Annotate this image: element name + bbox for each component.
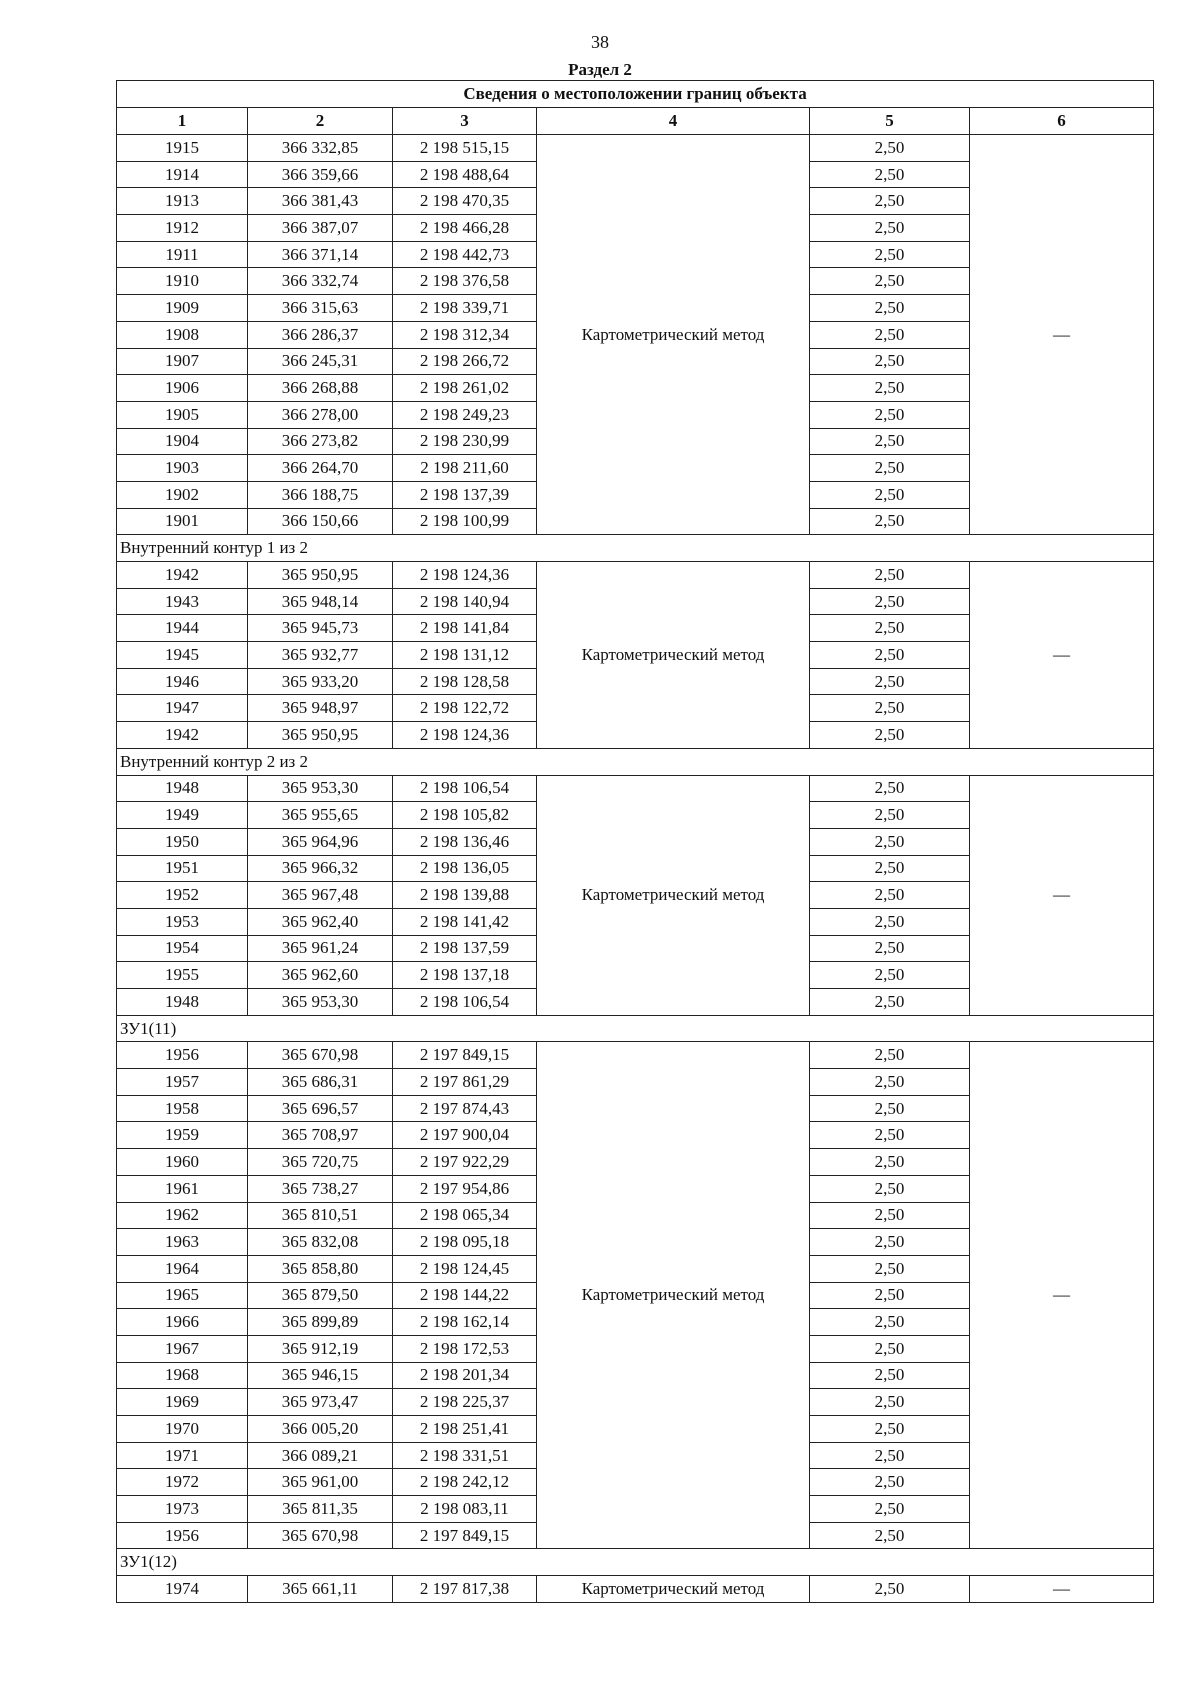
group-label: Внутренний контур 2 из 2 — [117, 748, 1154, 775]
group-label: Внутренний контур 1 из 2 — [117, 535, 1154, 562]
x-coordinate-cell: 365 708,97 — [248, 1122, 393, 1149]
point-number-cell: 1950 — [117, 828, 248, 855]
y-coordinate-cell: 2 198 100,99 — [393, 508, 537, 535]
column-header: 1 — [117, 108, 248, 135]
point-number-cell: 1942 — [117, 562, 248, 589]
y-coordinate-cell: 2 198 225,37 — [393, 1389, 537, 1416]
point-number-cell: 1911 — [117, 241, 248, 268]
accuracy-cell: 2,50 — [810, 989, 970, 1016]
x-coordinate-cell: 365 953,30 — [248, 989, 393, 1016]
x-coordinate-cell: 366 188,75 — [248, 481, 393, 508]
x-coordinate-cell: 365 953,30 — [248, 775, 393, 802]
accuracy-cell: 2,50 — [810, 428, 970, 455]
y-coordinate-cell: 2 198 515,15 — [393, 135, 537, 162]
section-title: Раздел 2 — [568, 60, 632, 79]
y-coordinate-cell: 2 198 124,36 — [393, 562, 537, 589]
point-number-cell: 1954 — [117, 935, 248, 962]
x-coordinate-cell: 365 964,96 — [248, 828, 393, 855]
accuracy-cell: 2,50 — [810, 455, 970, 482]
group-label-row — [117, 1015, 1154, 1042]
x-coordinate-cell: 365 973,47 — [248, 1389, 393, 1416]
table-row — [117, 562, 1154, 589]
y-coordinate-cell: 2 198 339,71 — [393, 295, 537, 322]
x-coordinate-cell: 366 387,07 — [248, 215, 393, 242]
table-row — [117, 1576, 1154, 1603]
column-header: 2 — [248, 108, 393, 135]
x-coordinate-cell: 365 720,75 — [248, 1149, 393, 1176]
y-coordinate-cell: 2 197 849,15 — [393, 1042, 537, 1069]
point-number-cell: 1908 — [117, 321, 248, 348]
x-coordinate-cell: 365 661,11 — [248, 1576, 393, 1603]
point-number-cell: 1913 — [117, 188, 248, 215]
y-coordinate-cell: 2 198 141,84 — [393, 615, 537, 642]
y-coordinate-cell: 2 198 242,12 — [393, 1469, 537, 1496]
x-coordinate-cell: 366 332,85 — [248, 135, 393, 162]
point-number-cell: 1968 — [117, 1362, 248, 1389]
point-number-cell: 1901 — [117, 508, 248, 535]
x-coordinate-cell: 365 670,98 — [248, 1042, 393, 1069]
y-coordinate-cell: 2 198 137,59 — [393, 935, 537, 962]
accuracy-cell: 2,50 — [810, 1469, 970, 1496]
boundary-table — [116, 80, 1154, 1603]
accuracy-cell: 2,50 — [810, 375, 970, 402]
accuracy-cell: 2,50 — [810, 642, 970, 669]
accuracy-cell: 2,50 — [810, 1042, 970, 1069]
y-coordinate-cell: 2 198 172,53 — [393, 1335, 537, 1362]
point-number-cell: 1969 — [117, 1389, 248, 1416]
accuracy-cell: 2,50 — [810, 1576, 970, 1603]
accuracy-cell: 2,50 — [810, 161, 970, 188]
accuracy-cell: 2,50 — [810, 295, 970, 322]
accuracy-cell: 2,50 — [810, 1149, 970, 1176]
y-coordinate-cell: 2 198 144,22 — [393, 1282, 537, 1309]
y-coordinate-cell: 2 197 874,43 — [393, 1095, 537, 1122]
accuracy-cell: 2,50 — [810, 188, 970, 215]
accuracy-cell: 2,50 — [810, 1122, 970, 1149]
point-number-cell: 1948 — [117, 775, 248, 802]
point-number-cell: 1963 — [117, 1229, 248, 1256]
accuracy-cell: 2,50 — [810, 615, 970, 642]
x-coordinate-cell: 365 962,40 — [248, 908, 393, 935]
x-coordinate-cell: 366 359,66 — [248, 161, 393, 188]
y-coordinate-cell: 2 198 442,73 — [393, 241, 537, 268]
point-number-cell: 1910 — [117, 268, 248, 295]
group-label-row — [117, 748, 1154, 775]
x-coordinate-cell: 365 858,80 — [248, 1255, 393, 1282]
x-coordinate-cell: 365 955,65 — [248, 802, 393, 829]
y-coordinate-cell: 2 198 139,88 — [393, 882, 537, 909]
point-number-cell: 1960 — [117, 1149, 248, 1176]
y-coordinate-cell: 2 198 095,18 — [393, 1229, 537, 1256]
y-coordinate-cell: 2 198 122,72 — [393, 695, 537, 722]
x-coordinate-cell: 365 696,57 — [248, 1095, 393, 1122]
point-number-cell: 1967 — [117, 1335, 248, 1362]
accuracy-cell: 2,50 — [810, 1522, 970, 1549]
point-number-cell: 1951 — [117, 855, 248, 882]
column-header: 4 — [537, 108, 810, 135]
point-number-cell: 1966 — [117, 1309, 248, 1336]
page-number: 38 — [591, 32, 609, 52]
accuracy-cell: 2,50 — [810, 135, 970, 162]
accuracy-cell: 2,50 — [810, 962, 970, 989]
point-number-cell: 1962 — [117, 1202, 248, 1229]
point-number-cell: 1949 — [117, 802, 248, 829]
point-number-cell: 1972 — [117, 1469, 248, 1496]
x-coordinate-cell: 365 948,14 — [248, 588, 393, 615]
point-number-cell: 1956 — [117, 1522, 248, 1549]
accuracy-cell: 2,50 — [810, 695, 970, 722]
column-header: 6 — [970, 108, 1154, 135]
point-number-cell: 1958 — [117, 1095, 248, 1122]
column6-cell: — — [970, 562, 1154, 749]
column-header-row — [117, 108, 1154, 135]
y-coordinate-cell: 2 198 136,05 — [393, 855, 537, 882]
accuracy-cell: 2,50 — [810, 722, 970, 749]
group-label-row — [117, 1549, 1154, 1576]
y-coordinate-cell: 2 197 900,04 — [393, 1122, 537, 1149]
y-coordinate-cell: 2 198 488,64 — [393, 161, 537, 188]
point-number-cell: 1914 — [117, 161, 248, 188]
point-number-cell: 1955 — [117, 962, 248, 989]
point-number-cell: 1915 — [117, 135, 248, 162]
x-coordinate-cell: 366 278,00 — [248, 401, 393, 428]
y-coordinate-cell: 2 198 141,42 — [393, 908, 537, 935]
x-coordinate-cell: 365 738,27 — [248, 1175, 393, 1202]
y-coordinate-cell: 2 198 083,11 — [393, 1496, 537, 1523]
accuracy-cell: 2,50 — [810, 1389, 970, 1416]
x-coordinate-cell: 365 962,60 — [248, 962, 393, 989]
y-coordinate-cell: 2 198 162,14 — [393, 1309, 537, 1336]
point-number-cell: 1902 — [117, 481, 248, 508]
y-coordinate-cell: 2 198 466,28 — [393, 215, 537, 242]
column-header: 5 — [810, 108, 970, 135]
x-coordinate-cell: 365 686,31 — [248, 1069, 393, 1096]
y-coordinate-cell: 2 198 065,34 — [393, 1202, 537, 1229]
column6-cell: — — [970, 1576, 1154, 1603]
x-coordinate-cell: 366 381,43 — [248, 188, 393, 215]
y-coordinate-cell: 2 198 211,60 — [393, 455, 537, 482]
x-coordinate-cell: 365 811,35 — [248, 1496, 393, 1523]
x-coordinate-cell: 365 670,98 — [248, 1522, 393, 1549]
x-coordinate-cell: 366 273,82 — [248, 428, 393, 455]
point-number-cell: 1906 — [117, 375, 248, 402]
accuracy-cell: 2,50 — [810, 348, 970, 375]
group-label: ЗУ1(11) — [117, 1015, 1154, 1042]
accuracy-cell: 2,50 — [810, 855, 970, 882]
point-number-cell: 1965 — [117, 1282, 248, 1309]
point-number-cell: 1909 — [117, 295, 248, 322]
x-coordinate-cell: 366 371,14 — [248, 241, 393, 268]
accuracy-cell: 2,50 — [810, 1095, 970, 1122]
method-cell: Картометрический метод — [537, 775, 810, 1015]
x-coordinate-cell: 365 950,95 — [248, 562, 393, 589]
accuracy-cell: 2,50 — [810, 1335, 970, 1362]
accuracy-cell: 2,50 — [810, 908, 970, 935]
group-label: ЗУ1(12) — [117, 1549, 1154, 1576]
point-number-cell: 1945 — [117, 642, 248, 669]
accuracy-cell: 2,50 — [810, 268, 970, 295]
y-coordinate-cell: 2 198 106,54 — [393, 989, 537, 1016]
x-coordinate-cell: 365 879,50 — [248, 1282, 393, 1309]
point-number-cell: 1970 — [117, 1416, 248, 1443]
table-row — [117, 775, 1154, 802]
y-coordinate-cell: 2 198 137,39 — [393, 481, 537, 508]
x-coordinate-cell: 365 932,77 — [248, 642, 393, 669]
x-coordinate-cell: 365 945,73 — [248, 615, 393, 642]
point-number-cell: 1956 — [117, 1042, 248, 1069]
accuracy-cell: 2,50 — [810, 241, 970, 268]
x-coordinate-cell: 366 268,88 — [248, 375, 393, 402]
y-coordinate-cell: 2 198 124,36 — [393, 722, 537, 749]
accuracy-cell: 2,50 — [810, 1416, 970, 1443]
point-number-cell: 1964 — [117, 1255, 248, 1282]
accuracy-cell: 2,50 — [810, 1202, 970, 1229]
accuracy-cell: 2,50 — [810, 1362, 970, 1389]
x-coordinate-cell: 365 946,15 — [248, 1362, 393, 1389]
x-coordinate-cell: 365 967,48 — [248, 882, 393, 909]
accuracy-cell: 2,50 — [810, 775, 970, 802]
accuracy-cell: 2,50 — [810, 882, 970, 909]
point-number-cell: 1948 — [117, 989, 248, 1016]
x-coordinate-cell: 365 899,89 — [248, 1309, 393, 1336]
point-number-cell: 1907 — [117, 348, 248, 375]
method-cell: Картометрический метод — [537, 1042, 810, 1549]
y-coordinate-cell: 2 198 230,99 — [393, 428, 537, 455]
column6-cell: — — [970, 135, 1154, 535]
y-coordinate-cell: 2 198 376,58 — [393, 268, 537, 295]
y-coordinate-cell: 2 198 136,46 — [393, 828, 537, 855]
x-coordinate-cell: 366 245,31 — [248, 348, 393, 375]
point-number-cell: 1946 — [117, 668, 248, 695]
y-coordinate-cell: 2 198 331,51 — [393, 1442, 537, 1469]
x-coordinate-cell: 365 832,08 — [248, 1229, 393, 1256]
accuracy-cell: 2,50 — [810, 508, 970, 535]
accuracy-cell: 2,50 — [810, 481, 970, 508]
x-coordinate-cell: 366 332,74 — [248, 268, 393, 295]
y-coordinate-cell: 2 198 124,45 — [393, 1255, 537, 1282]
y-coordinate-cell: 2 198 251,41 — [393, 1416, 537, 1443]
accuracy-cell: 2,50 — [810, 401, 970, 428]
accuracy-cell: 2,50 — [810, 588, 970, 615]
y-coordinate-cell: 2 198 140,94 — [393, 588, 537, 615]
x-coordinate-cell: 365 912,19 — [248, 1335, 393, 1362]
x-coordinate-cell: 366 150,66 — [248, 508, 393, 535]
x-coordinate-cell: 365 933,20 — [248, 668, 393, 695]
table-row — [117, 1042, 1154, 1069]
point-number-cell: 1947 — [117, 695, 248, 722]
y-coordinate-cell: 2 198 106,54 — [393, 775, 537, 802]
column6-cell: — — [970, 775, 1154, 1015]
method-cell: Картометрический метод — [537, 1576, 810, 1603]
accuracy-cell: 2,50 — [810, 1442, 970, 1469]
x-coordinate-cell: 366 264,70 — [248, 455, 393, 482]
accuracy-cell: 2,50 — [810, 668, 970, 695]
accuracy-cell: 2,50 — [810, 562, 970, 589]
table-caption-row — [117, 81, 1154, 108]
y-coordinate-cell: 2 198 470,35 — [393, 188, 537, 215]
accuracy-cell: 2,50 — [810, 935, 970, 962]
x-coordinate-cell: 365 810,51 — [248, 1202, 393, 1229]
y-coordinate-cell: 2 198 128,58 — [393, 668, 537, 695]
y-coordinate-cell: 2 198 131,12 — [393, 642, 537, 669]
accuracy-cell: 2,50 — [810, 1255, 970, 1282]
x-coordinate-cell: 365 961,00 — [248, 1469, 393, 1496]
y-coordinate-cell: 2 198 105,82 — [393, 802, 537, 829]
y-coordinate-cell: 2 198 201,34 — [393, 1362, 537, 1389]
accuracy-cell: 2,50 — [810, 1496, 970, 1523]
point-number-cell: 1944 — [117, 615, 248, 642]
column6-cell: — — [970, 1042, 1154, 1549]
accuracy-cell: 2,50 — [810, 1175, 970, 1202]
point-number-cell: 1957 — [117, 1069, 248, 1096]
point-number-cell: 1953 — [117, 908, 248, 935]
y-coordinate-cell: 2 198 266,72 — [393, 348, 537, 375]
point-number-cell: 1912 — [117, 215, 248, 242]
method-cell: Картометрический метод — [537, 562, 810, 749]
point-number-cell: 1905 — [117, 401, 248, 428]
y-coordinate-cell: 2 197 922,29 — [393, 1149, 537, 1176]
column-header: 3 — [393, 108, 537, 135]
y-coordinate-cell: 2 198 312,34 — [393, 321, 537, 348]
y-coordinate-cell: 2 197 817,38 — [393, 1576, 537, 1603]
point-number-cell: 1903 — [117, 455, 248, 482]
y-coordinate-cell: 2 197 861,29 — [393, 1069, 537, 1096]
point-number-cell: 1943 — [117, 588, 248, 615]
y-coordinate-cell: 2 198 249,23 — [393, 401, 537, 428]
accuracy-cell: 2,50 — [810, 321, 970, 348]
accuracy-cell: 2,50 — [810, 802, 970, 829]
x-coordinate-cell: 366 315,63 — [248, 295, 393, 322]
point-number-cell: 1974 — [117, 1576, 248, 1603]
point-number-cell: 1959 — [117, 1122, 248, 1149]
y-coordinate-cell: 2 198 137,18 — [393, 962, 537, 989]
x-coordinate-cell: 365 948,97 — [248, 695, 393, 722]
y-coordinate-cell: 2 197 849,15 — [393, 1522, 537, 1549]
x-coordinate-cell: 366 089,21 — [248, 1442, 393, 1469]
accuracy-cell: 2,50 — [810, 1309, 970, 1336]
x-coordinate-cell: 366 286,37 — [248, 321, 393, 348]
point-number-cell: 1971 — [117, 1442, 248, 1469]
accuracy-cell: 2,50 — [810, 215, 970, 242]
y-coordinate-cell: 2 197 954,86 — [393, 1175, 537, 1202]
table-caption: Сведения о местоположении границ объекта — [117, 81, 1154, 108]
x-coordinate-cell: 365 950,95 — [248, 722, 393, 749]
point-number-cell: 1973 — [117, 1496, 248, 1523]
point-number-cell: 1904 — [117, 428, 248, 455]
method-cell: Картометрический метод — [537, 135, 810, 535]
accuracy-cell: 2,50 — [810, 1229, 970, 1256]
accuracy-cell: 2,50 — [810, 1282, 970, 1309]
accuracy-cell: 2,50 — [810, 1069, 970, 1096]
table-row — [117, 135, 1154, 162]
accuracy-cell: 2,50 — [810, 828, 970, 855]
x-coordinate-cell: 366 005,20 — [248, 1416, 393, 1443]
group-label-row — [117, 535, 1154, 562]
point-number-cell: 1961 — [117, 1175, 248, 1202]
point-number-cell: 1942 — [117, 722, 248, 749]
x-coordinate-cell: 365 961,24 — [248, 935, 393, 962]
y-coordinate-cell: 2 198 261,02 — [393, 375, 537, 402]
point-number-cell: 1952 — [117, 882, 248, 909]
x-coordinate-cell: 365 966,32 — [248, 855, 393, 882]
